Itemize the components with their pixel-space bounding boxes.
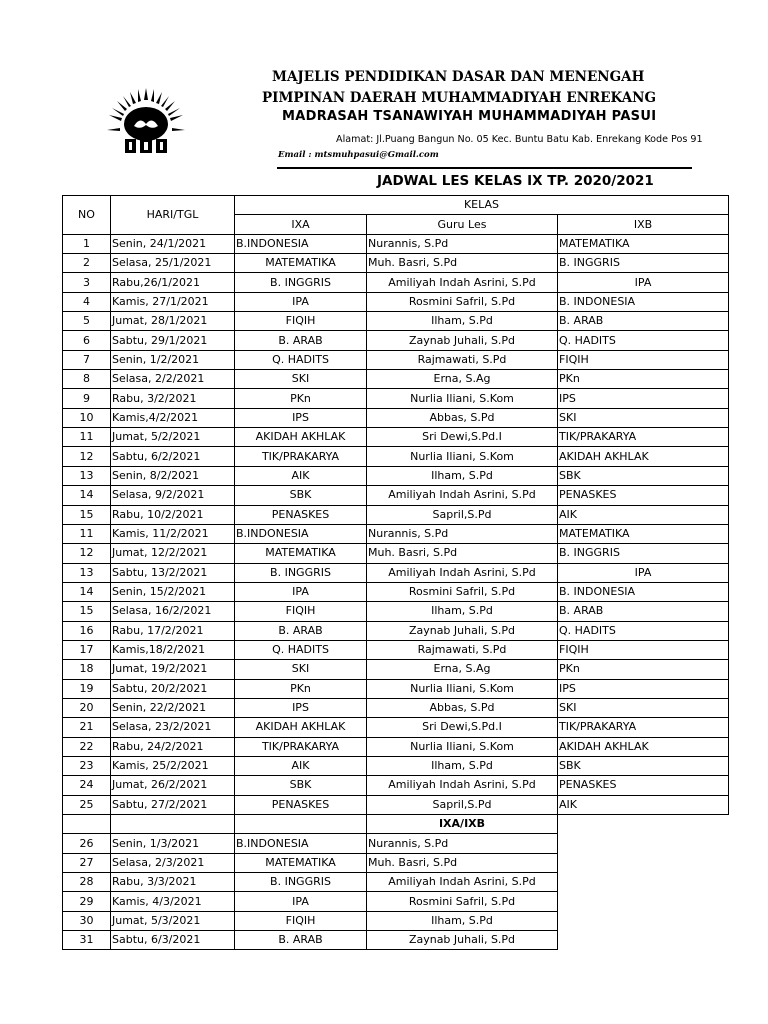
row-subject-ixb: PKn bbox=[558, 660, 729, 679]
row-subject-ixa: TIK/PRAKARYA bbox=[235, 737, 367, 756]
row-teacher: Nurannis, S.Pd bbox=[367, 234, 558, 253]
row-date: Rabu, 17/2/2021 bbox=[111, 621, 235, 640]
row-teacher: Nurannis, S.Pd bbox=[367, 834, 558, 853]
row-date: Senin, 1/3/2021 bbox=[111, 834, 235, 853]
row-teacher: Sapril,S.Pd bbox=[367, 505, 558, 524]
header-divider bbox=[277, 167, 692, 169]
row-subject-ixa: B. ARAB bbox=[235, 931, 367, 950]
table-row bbox=[63, 486, 729, 505]
row-date: Senin, 8/2/2021 bbox=[111, 466, 235, 485]
column-header-ixb: IXB bbox=[558, 215, 729, 234]
row-number: 24 bbox=[63, 776, 111, 795]
row-date: Kamis, 11/2/2021 bbox=[111, 524, 235, 543]
row-subject-ixa: B. INGGRIS bbox=[235, 273, 367, 292]
row-subject-ixa: MATEMATIKA bbox=[235, 853, 367, 872]
row-subject-ixb: IPA bbox=[558, 563, 729, 582]
table-row bbox=[63, 756, 729, 775]
row-number: 14 bbox=[63, 486, 111, 505]
row-subject-ixa: B. INGGRIS bbox=[235, 563, 367, 582]
row-subject-ixa: IPS bbox=[235, 408, 367, 427]
column-header-guru: Guru Les bbox=[367, 215, 558, 234]
row-number: 12 bbox=[63, 544, 111, 563]
blank-cell bbox=[558, 834, 729, 853]
row-subject-ixa: FIQIH bbox=[235, 312, 367, 331]
row-subject-ixa: PKn bbox=[235, 679, 367, 698]
table-row bbox=[63, 544, 729, 563]
row-teacher: Sapril,S.Pd bbox=[367, 795, 558, 814]
row-subject-ixa: PENASKES bbox=[235, 795, 367, 814]
muhammadiyah-logo-icon bbox=[106, 86, 186, 158]
column-header-date: HARI/TGL bbox=[111, 196, 235, 235]
combined-class-label: IXA/IXB bbox=[367, 815, 558, 834]
row-subject-ixa: TIK/PRAKARYA bbox=[235, 447, 367, 466]
schedule-table bbox=[62, 195, 729, 950]
header-address: Alamat: Jl.Puang Bangun No. 05 Kec. Buntu Batu Kab. Enrekang Kode Pos 91 bbox=[336, 134, 703, 145]
row-subject-ixa: MATEMATIKA bbox=[235, 254, 367, 273]
table-row bbox=[63, 350, 729, 369]
row-teacher: Nurannis, S.Pd bbox=[367, 524, 558, 543]
table-row bbox=[63, 931, 729, 950]
table-row bbox=[63, 524, 729, 543]
row-subject-ixb: AIK bbox=[558, 795, 729, 814]
row-subject-ixb: SKI bbox=[558, 698, 729, 717]
row-date: Sabtu, 20/2/2021 bbox=[111, 679, 235, 698]
row-subject-ixb: AKIDAH AKHLAK bbox=[558, 737, 729, 756]
blank-cell bbox=[558, 815, 729, 834]
row-subject-ixa: SKI bbox=[235, 370, 367, 389]
combined-spacer bbox=[111, 815, 235, 834]
table-row bbox=[63, 389, 729, 408]
row-teacher: Nurlia Iliani, S.Kom bbox=[367, 447, 558, 466]
header-line-madrasah: MADRASAH TSANAWIYAH MUHAMMADIYAH PASUI bbox=[282, 109, 657, 124]
row-subject-ixb: FIQIH bbox=[558, 350, 729, 369]
row-date: Sabtu, 6/3/2021 bbox=[111, 931, 235, 950]
row-subject-ixb: Q. HADITS bbox=[558, 331, 729, 350]
table-row bbox=[63, 873, 729, 892]
blank-cell bbox=[558, 931, 729, 950]
row-teacher: Ilham, S.Pd bbox=[367, 911, 558, 930]
row-subject-ixa: PKn bbox=[235, 389, 367, 408]
column-header-kelas: KELAS bbox=[235, 196, 729, 215]
row-number: 19 bbox=[63, 679, 111, 698]
row-subject-ixa: Q. HADITS bbox=[235, 350, 367, 369]
row-subject-ixa: Q. HADITS bbox=[235, 640, 367, 659]
row-subject-ixa: SBK bbox=[235, 486, 367, 505]
row-date: Rabu,26/1/2021 bbox=[111, 273, 235, 292]
header-line-pimpinan: PIMPINAN DAERAH MUHAMMADIYAH ENREKANG bbox=[262, 90, 657, 106]
row-date: Sabtu, 27/2/2021 bbox=[111, 795, 235, 814]
row-number: 9 bbox=[63, 389, 111, 408]
row-number: 30 bbox=[63, 911, 111, 930]
blank-cell bbox=[558, 873, 729, 892]
row-subject-ixb: SBK bbox=[558, 466, 729, 485]
row-teacher: Zaynab Juhali, S.Pd bbox=[367, 621, 558, 640]
row-subject-ixb: FIQIH bbox=[558, 640, 729, 659]
row-date: Selasa, 2/3/2021 bbox=[111, 853, 235, 872]
row-date: Selasa, 16/2/2021 bbox=[111, 602, 235, 621]
row-date: Rabu, 3/3/2021 bbox=[111, 873, 235, 892]
row-number: 15 bbox=[63, 602, 111, 621]
row-teacher: Rosmini Safril, S.Pd bbox=[367, 892, 558, 911]
row-teacher: Sri Dewi,S.Pd.I bbox=[367, 428, 558, 447]
row-date: Jumat, 5/3/2021 bbox=[111, 911, 235, 930]
row-teacher: Nurlia Iliani, S.Kom bbox=[367, 737, 558, 756]
row-subject-ixa: IPA bbox=[235, 582, 367, 601]
row-subject-ixa: IPA bbox=[235, 292, 367, 311]
row-teacher: Zaynab Juhali, S.Pd bbox=[367, 331, 558, 350]
row-teacher: Ilham, S.Pd bbox=[367, 312, 558, 331]
row-subject-ixa: FIQIH bbox=[235, 602, 367, 621]
table-row bbox=[63, 582, 729, 601]
blank-cell bbox=[558, 892, 729, 911]
row-subject-ixb: MATEMATIKA bbox=[558, 524, 729, 543]
row-number: 4 bbox=[63, 292, 111, 311]
row-number: 23 bbox=[63, 756, 111, 775]
row-subject-ixa: MATEMATIKA bbox=[235, 544, 367, 563]
row-number: 31 bbox=[63, 931, 111, 950]
row-subject-ixb: B. INGGRIS bbox=[558, 254, 729, 273]
row-date: Senin, 24/1/2021 bbox=[111, 234, 235, 253]
row-number: 22 bbox=[63, 737, 111, 756]
row-number: 13 bbox=[63, 563, 111, 582]
table-row bbox=[63, 640, 729, 659]
row-teacher: Muh. Basri, S.Pd bbox=[367, 254, 558, 273]
row-subject-ixb: MATEMATIKA bbox=[558, 234, 729, 253]
table-row bbox=[63, 234, 729, 253]
table-row bbox=[63, 408, 729, 427]
combined-class-row bbox=[63, 815, 729, 834]
row-number: 11 bbox=[63, 524, 111, 543]
row-date: Kamis,18/2/2021 bbox=[111, 640, 235, 659]
row-number: 2 bbox=[63, 254, 111, 273]
page-title: JADWAL LES KELAS IX TP. 2020/2021 bbox=[377, 173, 654, 189]
row-subject-ixa: PENASKES bbox=[235, 505, 367, 524]
header-email: Email : mtsmuhpasui@Gmail.com bbox=[278, 150, 439, 160]
row-date: Jumat, 5/2/2021 bbox=[111, 428, 235, 447]
row-date: Jumat, 12/2/2021 bbox=[111, 544, 235, 563]
row-number: 27 bbox=[63, 853, 111, 872]
row-subject-ixb: SKI bbox=[558, 408, 729, 427]
row-number: 25 bbox=[63, 795, 111, 814]
table-row bbox=[63, 447, 729, 466]
row-teacher: Amiliyah Indah Asrini, S.Pd bbox=[367, 486, 558, 505]
row-date: Rabu, 24/2/2021 bbox=[111, 737, 235, 756]
row-number: 5 bbox=[63, 312, 111, 331]
row-date: Senin, 1/2/2021 bbox=[111, 350, 235, 369]
row-teacher: Rosmini Safril, S.Pd bbox=[367, 292, 558, 311]
row-subject-ixa: B. ARAB bbox=[235, 621, 367, 640]
row-subject-ixb: SBK bbox=[558, 756, 729, 775]
row-teacher: Nurlia Iliani, S.Kom bbox=[367, 679, 558, 698]
row-number: 7 bbox=[63, 350, 111, 369]
row-number: 28 bbox=[63, 873, 111, 892]
row-subject-ixb: TIK/PRAKARYA bbox=[558, 718, 729, 737]
table-row bbox=[63, 254, 729, 273]
table-row bbox=[63, 834, 729, 853]
row-subject-ixb: B. INDONESIA bbox=[558, 292, 729, 311]
table-row bbox=[63, 795, 729, 814]
row-date: Senin, 15/2/2021 bbox=[111, 582, 235, 601]
combined-spacer bbox=[235, 815, 367, 834]
row-subject-ixa: AIK bbox=[235, 756, 367, 775]
table-row bbox=[63, 428, 729, 447]
row-subject-ixb: PENASKES bbox=[558, 486, 729, 505]
row-number: 26 bbox=[63, 834, 111, 853]
row-number: 1 bbox=[63, 234, 111, 253]
row-subject-ixb: B. ARAB bbox=[558, 602, 729, 621]
row-subject-ixb: PKn bbox=[558, 370, 729, 389]
row-date: Selasa, 9/2/2021 bbox=[111, 486, 235, 505]
row-subject-ixb: IPA bbox=[558, 273, 729, 292]
header-line-majelis: MAJELIS PENDIDIKAN DASAR DAN MENENGAH bbox=[272, 69, 645, 85]
row-date: Kamis, 4/3/2021 bbox=[111, 892, 235, 911]
row-subject-ixa: AKIDAH AKHLAK bbox=[235, 428, 367, 447]
table-row bbox=[63, 466, 729, 485]
table-row bbox=[63, 505, 729, 524]
row-number: 8 bbox=[63, 370, 111, 389]
row-teacher: Erna, S.Ag bbox=[367, 370, 558, 389]
row-subject-ixa: AKIDAH AKHLAK bbox=[235, 718, 367, 737]
table-row bbox=[63, 273, 729, 292]
row-date: Kamis, 25/2/2021 bbox=[111, 756, 235, 775]
row-teacher: Muh. Basri, S.Pd bbox=[367, 544, 558, 563]
row-subject-ixa: FIQIH bbox=[235, 911, 367, 930]
row-number: 3 bbox=[63, 273, 111, 292]
row-subject-ixa: IPS bbox=[235, 698, 367, 717]
row-date: Jumat, 19/2/2021 bbox=[111, 660, 235, 679]
row-date: Senin, 22/2/2021 bbox=[111, 698, 235, 717]
table-row bbox=[63, 718, 729, 737]
row-subject-ixa: B. ARAB bbox=[235, 331, 367, 350]
row-teacher: Amiliyah Indah Asrini, S.Pd bbox=[367, 563, 558, 582]
row-number: 11 bbox=[63, 428, 111, 447]
row-subject-ixb: PENASKES bbox=[558, 776, 729, 795]
table-row bbox=[63, 660, 729, 679]
row-subject-ixb: B. INGGRIS bbox=[558, 544, 729, 563]
row-subject-ixa: AIK bbox=[235, 466, 367, 485]
table-header-row-1 bbox=[63, 196, 729, 215]
row-number: 12 bbox=[63, 447, 111, 466]
row-teacher: Erna, S.Ag bbox=[367, 660, 558, 679]
table-row bbox=[63, 679, 729, 698]
row-number: 20 bbox=[63, 698, 111, 717]
row-subject-ixa: SBK bbox=[235, 776, 367, 795]
row-date: Jumat, 26/2/2021 bbox=[111, 776, 235, 795]
table-row bbox=[63, 911, 729, 930]
row-teacher: Abbas, S.Pd bbox=[367, 408, 558, 427]
row-date: Selasa, 23/2/2021 bbox=[111, 718, 235, 737]
row-subject-ixb: B. INDONESIA bbox=[558, 582, 729, 601]
row-teacher: Ilham, S.Pd bbox=[367, 602, 558, 621]
row-date: Selasa, 2/2/2021 bbox=[111, 370, 235, 389]
row-subject-ixb: IPS bbox=[558, 389, 729, 408]
row-subject-ixb: Q. HADITS bbox=[558, 621, 729, 640]
row-teacher: Nurlia Iliani, S.Kom bbox=[367, 389, 558, 408]
row-number: 16 bbox=[63, 621, 111, 640]
row-number: 10 bbox=[63, 408, 111, 427]
row-subject-ixa: B. INGGRIS bbox=[235, 873, 367, 892]
table-row bbox=[63, 737, 729, 756]
table-row bbox=[63, 563, 729, 582]
combined-spacer bbox=[63, 815, 111, 834]
row-date: Sabtu, 29/1/2021 bbox=[111, 331, 235, 350]
row-date: Rabu, 3/2/2021 bbox=[111, 389, 235, 408]
column-header-ixa: IXA bbox=[235, 215, 367, 234]
row-subject-ixb: TIK/PRAKARYA bbox=[558, 428, 729, 447]
row-subject-ixa: B.INDONESIA bbox=[235, 834, 367, 853]
row-date: Kamis, 27/1/2021 bbox=[111, 292, 235, 311]
row-teacher: Amiliyah Indah Asrini, S.Pd bbox=[367, 873, 558, 892]
row-teacher: Ilham, S.Pd bbox=[367, 466, 558, 485]
row-teacher: Abbas, S.Pd bbox=[367, 698, 558, 717]
row-number: 13 bbox=[63, 466, 111, 485]
row-number: 18 bbox=[63, 660, 111, 679]
row-number: 17 bbox=[63, 640, 111, 659]
row-subject-ixa: B.INDONESIA bbox=[235, 234, 367, 253]
row-subject-ixa: B.INDONESIA bbox=[235, 524, 367, 543]
table-row bbox=[63, 292, 729, 311]
table-row bbox=[63, 312, 729, 331]
row-date: Sabtu, 13/2/2021 bbox=[111, 563, 235, 582]
row-subject-ixb: AIK bbox=[558, 505, 729, 524]
row-number: 29 bbox=[63, 892, 111, 911]
row-date: Selasa, 25/1/2021 bbox=[111, 254, 235, 273]
table-row bbox=[63, 698, 729, 717]
row-teacher: Rosmini Safril, S.Pd bbox=[367, 582, 558, 601]
blank-cell bbox=[558, 911, 729, 930]
row-date: Kamis,4/2/2021 bbox=[111, 408, 235, 427]
row-subject-ixb: B. ARAB bbox=[558, 312, 729, 331]
row-number: 21 bbox=[63, 718, 111, 737]
row-teacher: Zaynab Juhali, S.Pd bbox=[367, 931, 558, 950]
row-subject-ixb: IPS bbox=[558, 679, 729, 698]
row-number: 14 bbox=[63, 582, 111, 601]
row-teacher: Muh. Basri, S.Pd bbox=[367, 853, 558, 872]
row-subject-ixa: SKI bbox=[235, 660, 367, 679]
row-subject-ixa: IPA bbox=[235, 892, 367, 911]
row-date: Sabtu, 6/2/2021 bbox=[111, 447, 235, 466]
row-teacher: Amiliyah Indah Asrini, S.Pd bbox=[367, 776, 558, 795]
row-teacher: Rajmawati, S.Pd bbox=[367, 640, 558, 659]
table-row bbox=[63, 621, 729, 640]
row-teacher: Sri Dewi,S.Pd.I bbox=[367, 718, 558, 737]
table-row bbox=[63, 853, 729, 872]
row-number: 15 bbox=[63, 505, 111, 524]
table-row bbox=[63, 776, 729, 795]
table-row bbox=[63, 370, 729, 389]
column-header-no: NO bbox=[63, 196, 111, 235]
table-row bbox=[63, 331, 729, 350]
row-number: 6 bbox=[63, 331, 111, 350]
row-teacher: Amiliyah Indah Asrini, S.Pd bbox=[367, 273, 558, 292]
row-date: Jumat, 28/1/2021 bbox=[111, 312, 235, 331]
row-subject-ixb: AKIDAH AKHLAK bbox=[558, 447, 729, 466]
row-teacher: Ilham, S.Pd bbox=[367, 756, 558, 775]
row-teacher: Rajmawati, S.Pd bbox=[367, 350, 558, 369]
table-row bbox=[63, 892, 729, 911]
row-date: Rabu, 10/2/2021 bbox=[111, 505, 235, 524]
blank-cell bbox=[558, 853, 729, 872]
table-row bbox=[63, 602, 729, 621]
